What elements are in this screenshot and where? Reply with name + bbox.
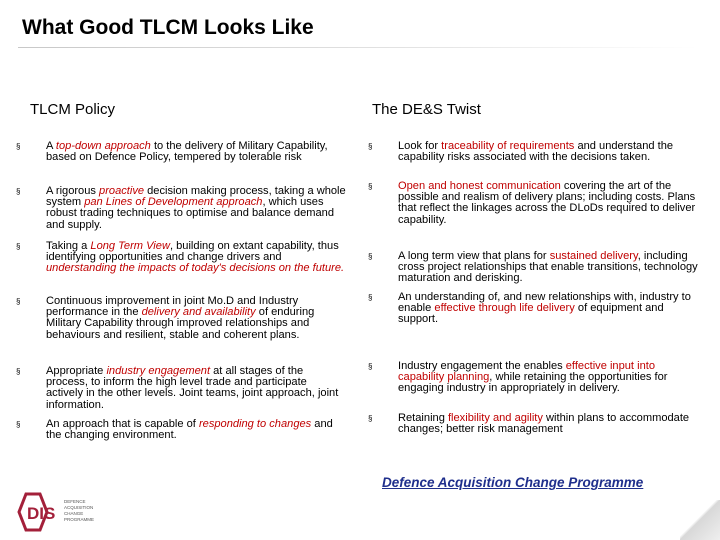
twist-item (368, 361, 698, 395)
body-text: to the delivery of Military Capability, based on Defence Policy, tempered by tolerable risk (46, 140, 328, 164)
dis-logo (16, 492, 98, 532)
body-text: Retaining (398, 412, 448, 424)
body-text: A long term view that plans for (398, 250, 550, 262)
highlight-text: effective input into capability planning (398, 360, 655, 384)
bullet-marker: § (16, 367, 21, 376)
programme-link[interactable]: Defence Acquisition Change Programme (382, 475, 644, 490)
body-text: , building on extant capability, thus identifying opportunities and change drivers and (46, 240, 339, 264)
right-column-heading: The DE&S Twist (372, 101, 481, 118)
highlight-text: pan Lines of Development approach (84, 196, 263, 209)
highlight-text: effective through life delivery (434, 302, 575, 315)
policy-item (16, 141, 346, 163)
highlight-text: responding to changes (198, 418, 312, 430)
highlight-text: Open and honest communication (398, 180, 561, 192)
policy-item (16, 186, 346, 231)
logo-sub-3: CHANGE (64, 511, 84, 516)
highlight-text: Long Term View (90, 240, 170, 252)
highlight-text: top-down approach (55, 140, 151, 152)
body-text: , while retaining the opportunities for engaging industry in appropriately in delivery. (398, 371, 668, 395)
highlight-text: industry engagement (106, 365, 211, 377)
bullet-marker: § (368, 142, 373, 151)
bullet-marker: § (16, 142, 21, 151)
body-text: and understand the capability risks associated with the decisions taken. (398, 140, 674, 164)
body-text: of equipment and support. (398, 302, 664, 326)
logo-sub-1: DEFENCE (64, 499, 86, 504)
body-text: A rigorous (46, 185, 100, 197)
slide-title: What Good TLCM Looks Like (22, 16, 314, 39)
logo-sub-4: PROGRAMME (64, 517, 95, 522)
body-text: Taking a (46, 240, 91, 252)
bullet-marker: § (368, 252, 373, 261)
body-text: , including cross project relationships that enable transitions, technology maturation and derisking. (398, 250, 698, 285)
body-text: within plans to accommodate changes; better risk management (398, 412, 690, 436)
body-text: A (46, 140, 56, 152)
title-rule (18, 47, 698, 48)
page-curl-decoration (680, 500, 720, 540)
bullet-marker: § (368, 362, 373, 371)
bullet-marker: § (16, 420, 21, 429)
body-text: of enduring Military Capability through improved relationships and behaviours and resilient, stable and coherent plans. (46, 306, 315, 341)
body-text: at all stages of the process, to inform the high level trade and participate actively in the other levels. Joint teams, joint approach, joint information. (46, 365, 339, 411)
body-text: Continuous improvement in joint Mo.D and Industry performance in the (46, 295, 299, 319)
policy-item (16, 419, 346, 441)
left-column-heading: TLCM Policy (30, 101, 116, 118)
twist-item (368, 181, 698, 226)
twist-item (368, 413, 698, 435)
bullet-marker: § (368, 293, 373, 302)
policy-item (16, 296, 346, 341)
bullet-marker: § (368, 414, 373, 423)
body-text: An approach that is capable of (46, 418, 199, 430)
highlight-text: delivery and availability (141, 306, 256, 319)
bullet-marker: § (16, 242, 21, 251)
logo-text: DIS (27, 504, 56, 523)
twist-item (368, 251, 698, 285)
body-text: covering the art of the possible and realism of delivery plans; including costs. Plans that reflect the linkages across the DLoDs required to deliver capability. (398, 180, 696, 226)
bullet-marker: § (368, 182, 373, 191)
twist-item (368, 141, 698, 163)
body-text: , which uses robust trading techniques to optimise and balance demand and supply. (46, 196, 335, 231)
body-text: An understanding of, and new relationships with, industry to enable (398, 291, 691, 315)
policy-item (16, 241, 346, 275)
highlight-text: flexibility and agility (447, 412, 543, 424)
highlight-text: sustained delivery (549, 250, 638, 262)
body-text: Appropriate (46, 365, 107, 377)
body-text: Look for (398, 140, 442, 152)
body-text: decision making process, taking a whole system (46, 185, 346, 209)
logo-sub-2: ACQUISITION (64, 505, 94, 510)
bullet-marker: § (16, 187, 21, 196)
highlight-text: understanding the impacts of today's decisions on the future. (46, 262, 345, 275)
bullet-marker: § (16, 297, 21, 306)
policy-item (16, 366, 346, 411)
highlight-text: traceability of requirements (441, 140, 575, 152)
highlight-text: proactive (99, 185, 145, 197)
twist-item (368, 292, 698, 326)
body-text: Industry engagement the enables (398, 360, 566, 372)
body-text: and the changing environment. (46, 418, 333, 442)
